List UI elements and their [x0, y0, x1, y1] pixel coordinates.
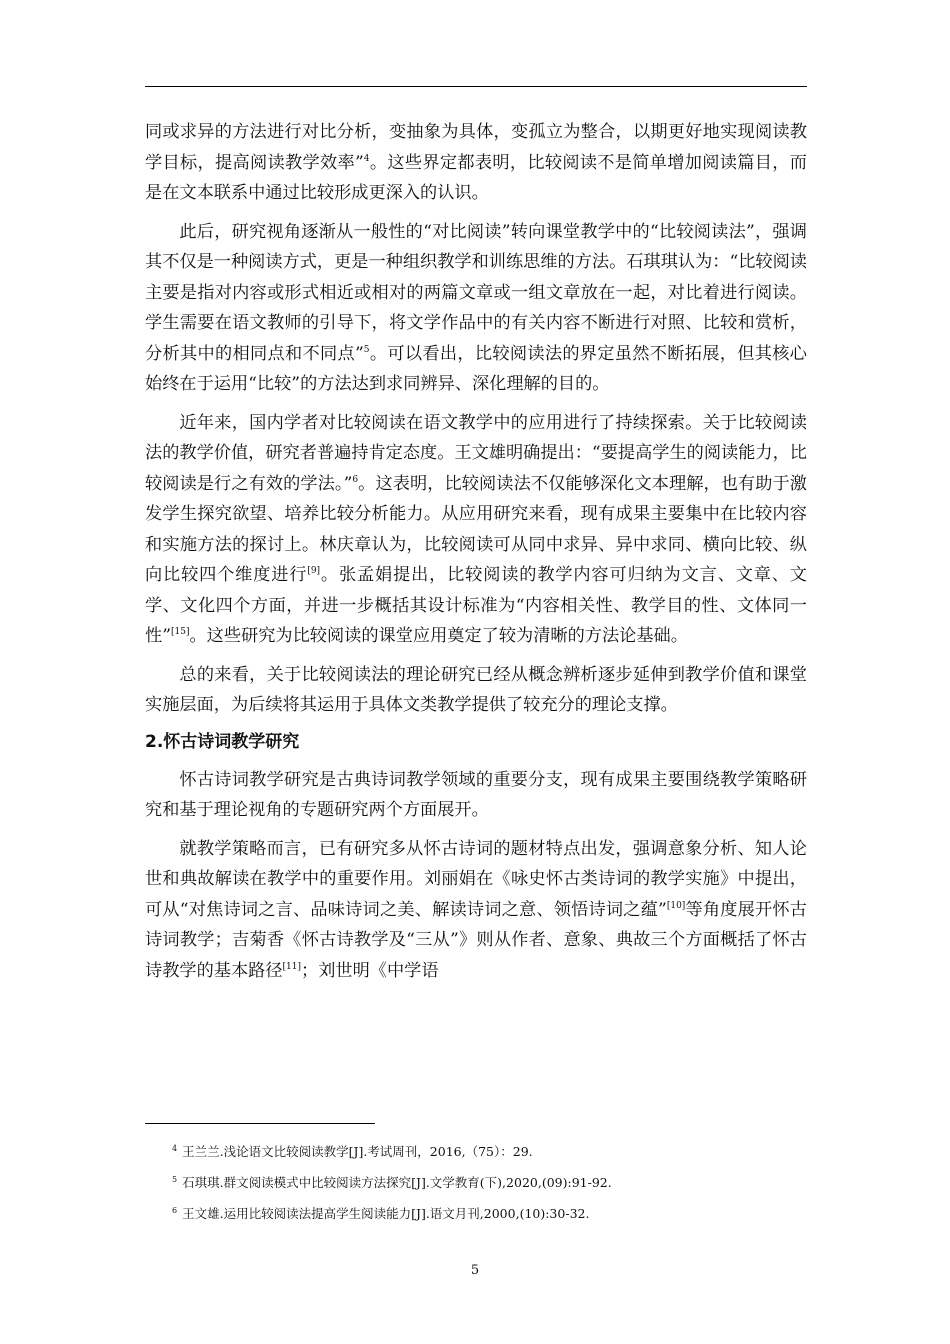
citation-ref: [15] — [170, 627, 190, 637]
footnote-rule — [145, 1123, 375, 1124]
citation-ref: [10] — [666, 900, 686, 911]
footnote-ref: 6 — [352, 474, 359, 485]
citation-ref: [11] — [282, 961, 301, 972]
paragraph: 总的来看，关于比较阅读法的理论研究已经从概念辨析逐步延伸到教学价值和课堂实施层面，为后续将其运用于具体文类教学提供了较充分的理论支撑。 — [145, 664, 807, 715]
header-rule — [145, 86, 807, 87]
paragraph: 近年来，国内学者对比较阅读在语文教学中的应用进行了持续探索。关于比较阅读法的教学价值，研究者普遍持肯定态度。王文雄明确提出：“要提高学生的阅读能力，比较阅读是行之有效的学法。”$^6$。这表明，比较阅读法不仅能够深化文本理解，也有助于激发学生探究欲望、培养比较分析能力。从应用研究来看，现有成果主要集中在比较内容和实施方法的探讨上。林庆章认为，比较阅读可从同中求异、异中求同、横向比较、纵向比较四个维度进行[9]。张孟娟提出，比较阅读的教学内容可归纳为文言、文章、文学、文化四个方面，并进一步概括其设计标准为“内容相关性、教学目的性、文体同一性”[15]。这些研究为比较阅读的课堂应用奠定了较为清晰的方法论基础。 — [145, 412, 807, 646]
paragraph: 就教学策略而言，已有研究多从怀古诗词的题材特点出发，强调意象分析、知人论世和典故解读在教学中的重要作用。刘丽娟在《咏史怀古类诗词的教学实施》中提出，可从“对焦诗词之言、品味诗词之美、解读诗词之意、领悟诗词之蕴”[10]等角度展开怀古诗词教学；吉菊香《怀古诗教学及“三从”》则从作者、意象、典故三个方面概括了怀古诗教学的基本路径[11]；刘世明《中学语 — [145, 838, 807, 981]
footnotes — [172, 1143, 792, 1236]
footnote: $^4$ 王兰兰.浅论语文比较阅读教学[J].考试周刊，2016,（75）：29. — [172, 1144, 533, 1159]
footnote-ref: 4 — [363, 153, 370, 164]
section-heading: 2.怀古诗词教学研究 — [145, 731, 300, 752]
paragraph: 此后，研究视角逐渐从一般性的“对比阅读”转向课堂教学中的“比较阅读法”，强调其不仅是一种阅读方式，更是一种组织教学和训练思维的方法。石琪琪认为：“比较阅读主要是指对内容或形式相近或相对的两篇文章或一组文章放在一起，对比着进行阅读。学生需要在语文教师的引导下，将文学作品中的有关内容不断进行对照、比较和赏析，分析其中的相同点和不同点”$^5$。可以看出，比较阅读法的界定虽然不断拓展，但其核心始终在于运用“比较”的方法达到求同辨异、深化理解的目的。 — [145, 221, 807, 394]
paragraph-continued: 同或求异的方法进行对比分析，变抽象为具体，变孤立为整合，以期更好地实现阅读教学目标，提高阅读教学效率”$^4$。这些界定都表明，比较阅读不是简单增加阅读篇目，而是在文本联系中通过比较形成更深入的认识。 — [145, 122, 807, 203]
footnote-ref: 5 — [363, 344, 370, 355]
footnote: $^5$ 石琪琪.群文阅读模式中比较阅读方法探究[J].文学教育(下),2020,(09):91-92. — [172, 1175, 612, 1190]
citation-ref: [9] — [307, 566, 321, 576]
footnote: $^6$ 王文雄.运用比较阅读法提高学生阅读能力[J].语文月刊,2000,(10):30-32. — [172, 1206, 590, 1221]
body-text — [145, 117, 807, 986]
paragraph: 怀古诗词教学研究是古典诗词教学领域的重要分支，现有成果主要围绕教学策略研究和基于理论视角的专题研究两个方面展开。 — [145, 769, 807, 820]
page-number: 5 — [470, 1263, 480, 1278]
